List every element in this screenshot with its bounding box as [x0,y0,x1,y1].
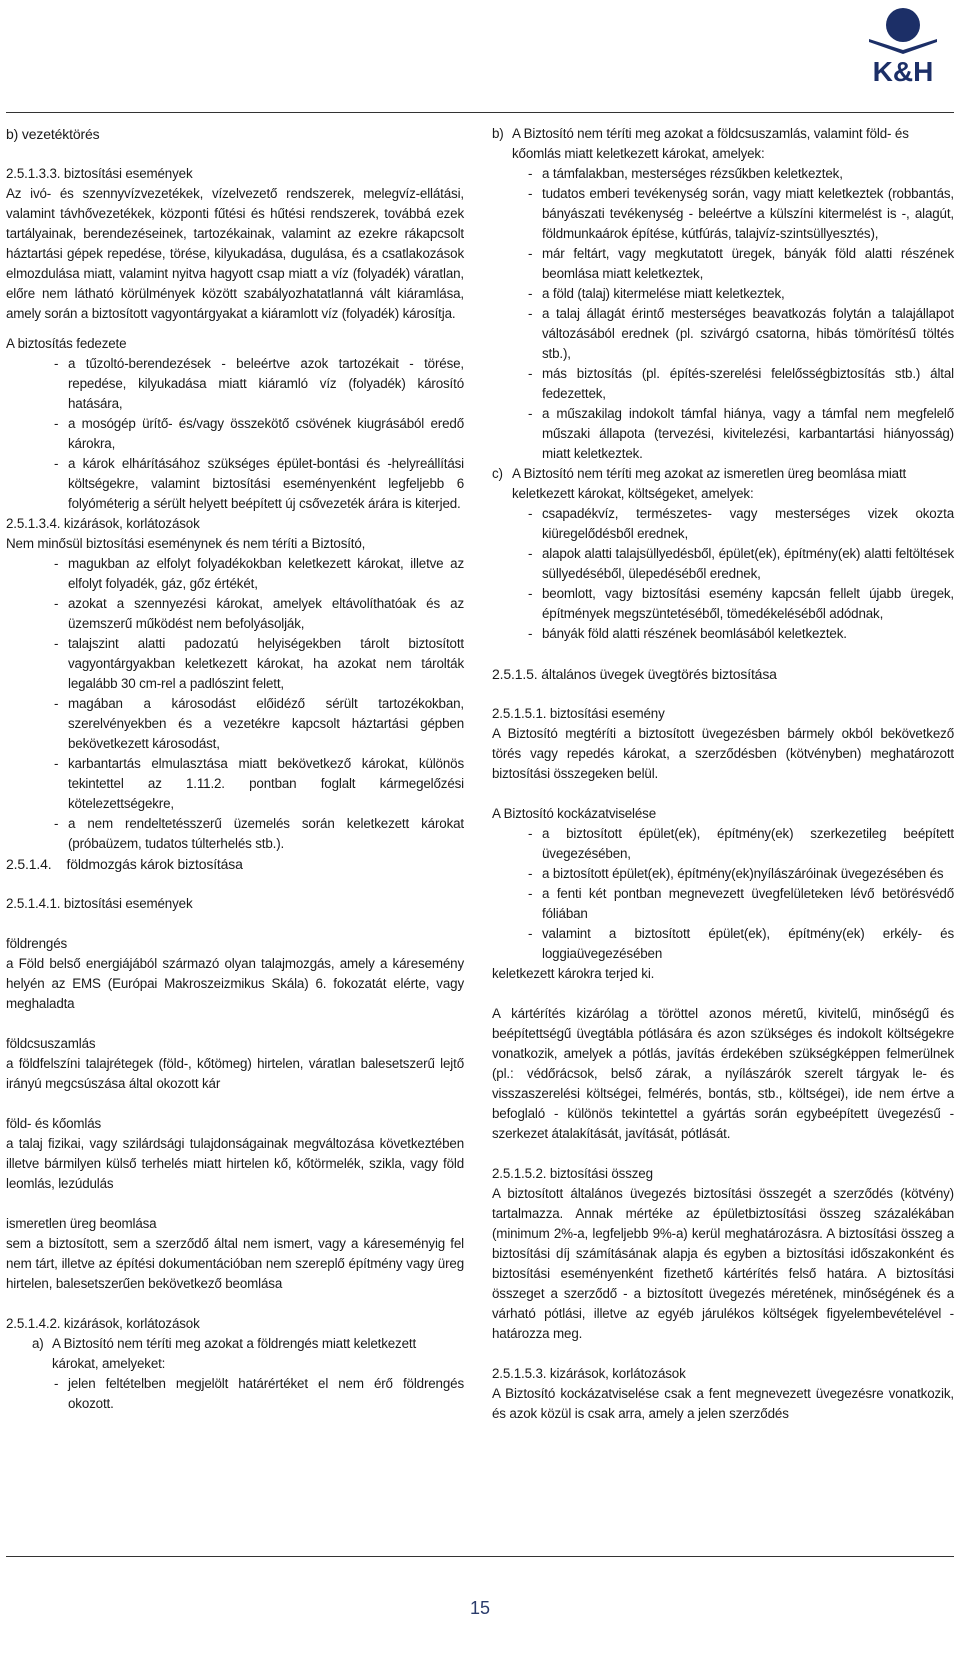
section-heading: 2.5.1.5.2. biztosítási összeg [492,1166,653,1181]
section-heading: 2.5.1.4.2. kizárások, korlátozások [6,1316,200,1331]
definition-text: a Föld belső energiájából származó olyan talajmozgás, amely a káresemény helyén az EMS (Európai Makroszeizmikus Skála) 6. fokozatát elérte, vagy meghaladta [6,956,464,1011]
section-heading: 2.5.1.5. általános üvegek üvegtörés biztosítása [492,666,777,682]
page-number: 15 [469,1598,491,1618]
sub-list [492,504,954,644]
paragraph: A kártérítés kizárólag a töröttel azonos méretű, kivitelű, minőségű és beépítettségű üvegtábla pótlására és azon szükséges és indokolt költségekre vonatkozik, amelyek a pótlás, javítás érdekében szükségképpen felmerülnek (pl.: védőrácsok, belső zárak, a nyílászárók szerelt tárgyak le- és visszaszerelési költségei, felmérés, bontás, stb., költségei), ide nem értve a befoglaló - különös tekintettel a gyártás során egybeépített üvegezésű - szerkezet átalakítását, javítását, pótlását. [492,1006,954,1141]
list-item [492,124,954,464]
list-item: - jelen feltételben megjelölt határértéket el nem érő földrengés okozott. [6,1374,464,1414]
definition-text: a talaj fizikai, vagy szilárdsági tulajdonságainak megváltozása következtében illetve bármilyen külső terhelés miatt hirtelen kő, kőtörmelék, szikla, vagy föld leomlás, lezúdulás [6,1136,464,1191]
list-item: - talajszint alatti padozatú helyiségekben tárolt biztosított vagyontárgyakban keletkezett károkat, ha azokat nem tárolták legalább 30 cm-rel a padlószint felett, [6,634,464,694]
list-item: - a fenti két pontban megnevezett üvegfelületeken lévő betörésvédő fóliában [492,884,954,924]
list-item: - a műszakilag indokolt támfal hiánya, vagy a támfal nem megfelelő műszaki állapota (tervezési, kivitelezési, karbantartási hiányosság) miatt keletkeztek. [492,404,954,464]
coverage-list [6,354,464,514]
list-item-text: A Biztosító nem téríti meg azokat a földrengés miatt keletkezett károkat, amelyeket: [52,1336,417,1371]
section-heading: 2.5.1.4.1. biztosítási események [6,896,193,911]
paragraph: A biztosított általános üvegezés biztosítási összegét a szerződés (kötvény) tartalmazza. Annak mértéke az épületbiztosítási összeg százalékában (minimum 2%-a, legfeljebb 9%-a) kerül meghatározásra. A biztosítási összeg a biztosítási díj számításának alapja és egyben a biztosítási időszakonként és biztosítási eseményenként fizethető kártérítés felső határa. A biztosítási összeget a szerződő - a biztosított üvegezés méretének, minőségének és a várható pótlási, illetve az egyéb járulékos költségek figyelembevételével - határozza meg. [492,1186,954,1341]
definition-term: földcsuszamlás [6,1036,96,1051]
section-heading: 2.5.1.5.1. biztosítási esemény [492,706,665,721]
definition-term: ismeretlen üreg beomlása [6,1216,157,1231]
list-item: - a biztosított épület(ek), építmény(ek) szerkezetileg beépített üvegezésében, [492,824,954,864]
definition-text: sem a biztosított, sem a szerződő által nem ismert, vagy a káreseményig fel nem tárt, illetve az építési dokumentációban nem szereplő építmény vagy üreg hirtelen, balesetszerűen bekövetkező beomlása [6,1236,464,1291]
list-item-text: A Biztosító nem téríti meg azokat az ismeretlen üreg beomlása miatt keletkezett károkat, költségeket, amelyek: [512,466,907,501]
list-item: - már feltárt, vagy megkutatott üregek, bányák föld alatti részének beomlása miatt keletkeztek, [492,244,954,284]
list-item: - a föld (talaj) kitermelése miatt keletkeztek, [492,284,954,304]
header-rule [6,112,954,113]
list-marker: c) [492,466,503,481]
list-item [6,1334,464,1414]
list-item: - a támfalakban, mesterséges rézsűkben keletkeztek, [492,164,954,184]
logo-text: K&H [872,56,934,84]
list-item: - valamint a biztosított épület(ek), építmény(ek) erkély- és loggiaüvegezésében [492,924,954,964]
right-column [492,124,954,1424]
section-heading: A biztosítás fedezete [6,336,127,351]
lettered-list [492,124,954,644]
list-marker: a) [32,1336,44,1351]
list-item-text: A Biztosító nem téríti meg azokat a földcsuszamlás, valamint föld- és kőomlás miatt keletkezett károkat, amelyek: [512,126,909,161]
coverage-list [492,824,954,964]
definition-term: földrengés [6,936,68,951]
list-item: - csapadékvíz, természetes- vagy mesterséges vizek okozta kiüregelődésből erednek, [492,504,954,544]
section-heading: A Biztosító kockázatviselése [492,806,657,821]
exclusion-list [6,554,464,854]
sub-list [6,1374,464,1414]
section-heading: 2.5.1.3.4. kizárások, korlátozások [6,516,200,531]
kh-logo [853,6,953,84]
definition-term: föld- és kőomlás [6,1116,102,1131]
list-item: - karbantartás elmulasztása miatt bekövetkező károkat, különös tekintettel az 1.11.2. pontban foglalt kármegelőzési kötelezettségekre, [6,754,464,814]
paragraph: Nem minősül biztosítási eseménynek és nem téríti a Biztosító, [6,536,366,551]
list-item: - a talaj állagát érintő mesterséges beavatkozás folytán a talajállapot változásából erednek (pl. szivárgó csatorna, hibás tömörítésű töltés stb.), [492,304,954,364]
list-item: - azokat a szennyezési károkat, amelyek eltávolíthatóak és az üzemszerű működést nem befolyásolják, [6,594,464,634]
list-marker: b) [492,126,504,141]
list-item: - a biztosított épület(ek), építmény(ek)nyílászáróinak üvegezésében és [492,864,954,884]
definition-text: a földfelszíni talajrétegek (föld-, kőtömeg) hirtelen, váratlan balesetszerű lejtő irányú megcsúszása által okozott kár [6,1056,464,1091]
list-item: - a nem rendeltetésszerű üzemelés során keletkezett károkat (próbaüzem, tudatos túlterhelés stb.). [6,814,464,854]
list-item: - magában a károsodást előidéző sérült tartozékokban, szerelvényekben és a vezetékre kapcsolt háztartási gépben bekövetkezett károsodást, [6,694,464,754]
paragraph: keletkezett károkra terjed ki. [492,966,655,981]
paragraph: Az ivó- és szennyvízvezetékek, vízelvezető rendszerek, melegvíz-ellátási, valamint távhővezetékek, központi fűtési és hűtési rendszerek, továbbá ezek tartályainak, berendezéseinek, tartozékainak, valamint az ezekre rákapcsolt háztartási gépek repedése, törése, kilyukadása, dugulása, és a csatlakozások elmozdulása miatt, valamint nyitva hagyott csap miatt a víz (folyadék) váratlan, előre nem látható körülmények között szabályozhatatlanná vált kiáramlása, amely során a biztosított vagyontárgyakat a kiáramlott víz (folyadék) károsítja. [6,186,464,321]
section-heading: b) vezetéktörés [6,126,100,142]
list-item: - alapok alatti talajsüllyedésből, épület(ek), építmény(ek) alatti feltöltések süllyedéséből, ülepedéséből erednek, [492,544,954,584]
list-item: - beomlott, vagy biztosítási esemény kapcsán fellelt újabb üregek, építmények megszüntetéséből, tömedékeléséből adódnak, [492,584,954,624]
list-item: - bányák föld alatti részének beomlásából keletkeztek. [492,624,954,644]
list-item: - a tűzoltó-berendezések - beleértve azok tartozékait - törése, repedése, kilyukadása miatt kiáramló víz (folyadék) károsító hatására, [6,354,464,414]
list-item: - a mosógép ürítő- és/vagy összekötő csövének kiugrásából eredő károkra, [6,414,464,454]
sub-list [492,164,954,464]
paragraph: A Biztosító megtéríti a biztosított üvegezésben bármely okból bekövetkező törés vagy repedés károkat, a szerződésben (kötvényben) meghatározott biztosítási összegeken belül. [492,726,954,781]
section-heading: 2.5.1.5.3. kizárások, korlátozások [492,1366,686,1381]
left-column [6,124,464,1414]
list-item: - magukban az elfolyt folyadékokban keletkezett károkat, illetve az elfolyt folyadék, gáz, gőz értékét, [6,554,464,594]
footer-rule [6,1556,954,1557]
list-item: - más biztosítás (pl. építés-szerelési felelősségbiztosítás stb.) által fedezettek, [492,364,954,404]
paragraph: A Biztosító kockázatviselése csak a fent megnevezett üvegezésre vonatkozik, és azok közül is csak arra, amely a jelen szerződés [492,1386,954,1421]
list-item: - a károk elhárításához szükséges épület-bontási és -helyreállítási költségekre, valamint biztosítási eseményenként legfeljebb 6 folyóméterig a sérült helyett beépített új csővezeték árára is kiterjed. [6,454,464,514]
section-heading: 2.5.1.3.3. biztosítási események [6,166,193,181]
list-item: - tudatos emberi tevékenység során, vagy miatt keletkeztek (robbantás, bányászati tevékenység - beleértve a külszíni kitermelést is -, alagút, földmunkaárok építése, kútfúrás, talajvíz-szintsüllyesztés), [492,184,954,244]
lettered-list [6,1334,464,1414]
section-heading: 2.5.1.4. földmozgás károk biztosítása [6,856,243,872]
list-item [492,464,954,644]
